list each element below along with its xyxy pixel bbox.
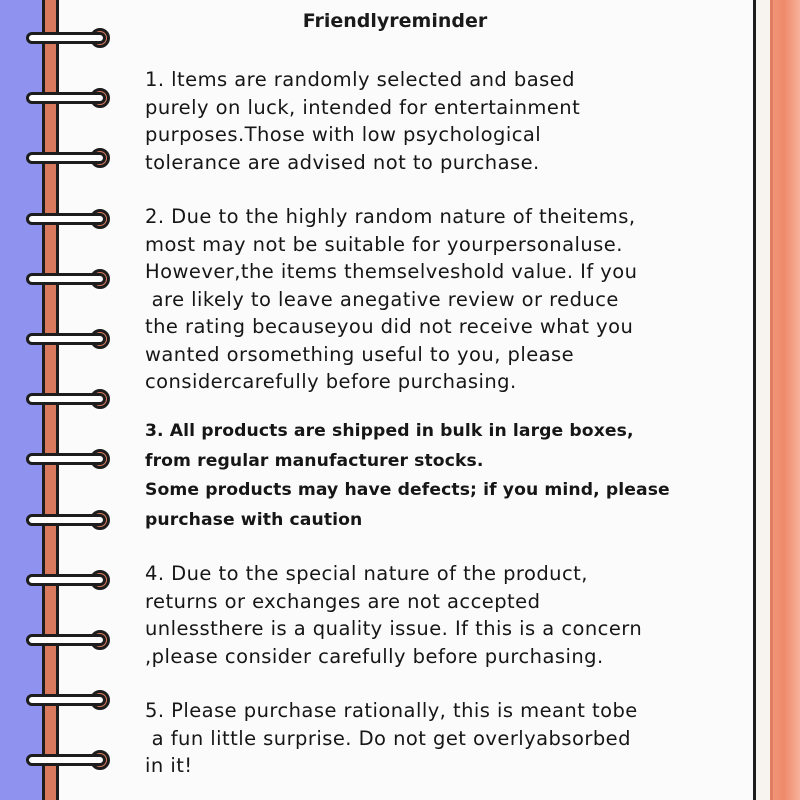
spiral-ring xyxy=(26,690,112,712)
ring-wire xyxy=(26,32,106,44)
reminder-1 xyxy=(145,66,745,176)
spiral-ring xyxy=(26,570,112,592)
reminder-1-line: tolerance are advised not to purchase. xyxy=(145,150,540,174)
ring-wire xyxy=(26,333,106,345)
reminder-5-line: 5. Please purchase rationally, this is meant tobe xyxy=(145,699,638,722)
ring-wire xyxy=(26,634,106,646)
reminder-5-line: in it! xyxy=(145,754,193,777)
ring-wire xyxy=(26,754,106,766)
ring-wire xyxy=(26,574,106,586)
spiral-ring xyxy=(26,449,112,471)
reminder-4-line: ,please consider carefully before purchasing. xyxy=(145,644,604,668)
reminder-5-line: a fun little surprise. Do not get overlyabsorbed xyxy=(145,726,631,750)
reminder-2-line: most may not be suitable for yourpersonaluse. xyxy=(145,232,623,256)
spiral-ring xyxy=(26,630,112,652)
spiral-ring xyxy=(26,28,112,50)
reminder-2 xyxy=(145,203,745,396)
ring-wire xyxy=(26,514,106,526)
ring-wire xyxy=(26,393,106,405)
spiral-ring xyxy=(26,329,112,351)
spiral-ring xyxy=(26,269,112,291)
spiral-ring xyxy=(26,750,112,772)
ring-wire xyxy=(26,92,106,104)
reminder-4 xyxy=(145,560,745,670)
spiral-ring xyxy=(26,389,112,411)
page-title: Friendlyreminder xyxy=(302,10,488,32)
spiral-ring xyxy=(26,88,112,110)
spiral-ring xyxy=(26,209,112,231)
reminder-1-line: 1. ltems are randomly selected and based xyxy=(145,68,575,91)
ring-wire xyxy=(26,453,106,465)
ring-wire xyxy=(26,152,106,164)
reminder-2-line: 2. Due to the highly random nature of theitems, xyxy=(145,205,636,228)
spiral-ring xyxy=(26,148,112,170)
reminder-3 xyxy=(145,417,745,535)
ring-wire xyxy=(26,694,106,706)
reminder-3-line: from regular manufacturer stocks. xyxy=(145,450,484,471)
reminder-2-line: considercarefully before purchasing. xyxy=(145,370,517,393)
reminder-5 xyxy=(145,697,745,780)
reminder-2-line: are likely to leave anegative review or reduce xyxy=(145,287,619,311)
ring-wire xyxy=(26,213,106,225)
reminder-1-line: purposes.Those with low psychological xyxy=(145,123,542,146)
reminder-2-line: the rating becauseyou did not receive what you xyxy=(145,315,634,338)
ring-wire xyxy=(26,273,106,285)
reminder-3-line: 3. All products are shipped in bulk in large boxes, xyxy=(145,421,634,441)
reminder-1-line: purely on luck, intended for entertainment xyxy=(145,95,581,119)
spiral-ring xyxy=(26,510,112,532)
reminder-4-line: returns or exchanges are not accepted xyxy=(145,589,541,613)
reminder-4-line: 4. Due to the special nature of the product, xyxy=(145,562,588,585)
reminder-3-line: Some products may have defects; if you mind, please xyxy=(145,480,670,500)
reminder-2-line: wanted orsomething useful to you, please xyxy=(145,342,575,366)
reminder-4-line: unlessthere is a quality issue. If this is a concern xyxy=(145,617,643,640)
reminder-2-line: However,the items themselveshold value. If you xyxy=(145,260,638,283)
reminder-3-line: purchase with caution xyxy=(145,509,363,530)
